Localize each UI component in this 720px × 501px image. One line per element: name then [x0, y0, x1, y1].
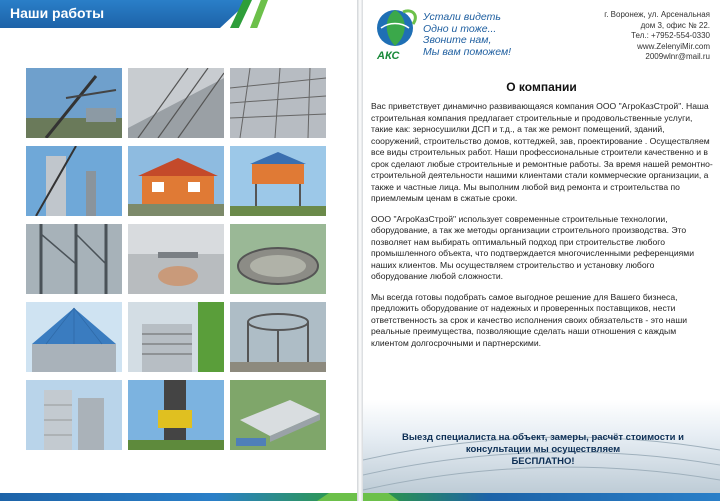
- section-title: О компании: [506, 80, 577, 94]
- call-to-action: [373, 432, 713, 468]
- photo-grain-silos: [26, 380, 122, 450]
- logo-area: [373, 6, 573, 66]
- photo-steel-frame: [26, 224, 122, 294]
- photo-dryer-tower: [128, 380, 224, 450]
- contact-address: дом 3, офис № 22.: [640, 20, 710, 30]
- header-stripe: [250, 0, 268, 28]
- company-logo-text: АКС: [377, 50, 400, 62]
- page-title: Наши работы: [10, 5, 105, 21]
- about-text: [371, 101, 713, 358]
- left-header: [0, 0, 357, 28]
- slogan-line: Устали видеть: [423, 11, 501, 23]
- cta-line: консультации мы осуществляем: [465, 444, 621, 455]
- contact-email: 2009wlnr@mail.ru: [645, 52, 710, 61]
- left-bottom-bar: [0, 493, 357, 501]
- paragraph: ООО "АгроКазСтрой" использует современные строительные технологии, оборудование, а так же методы организации строительного производства. Это позволяет нам выбирать оптимальный подход при строительстве любого промышленного объекта, что подтверждается многочисленными референциями наших клиентов. Мы осуществляем строительство и установку любого оборудование любой сложности.: [371, 213, 695, 281]
- contact-block: [604, 10, 710, 63]
- photo-orange-cabin: [128, 146, 224, 216]
- paragraph: Мы всегда готовы подобрать самое выгодное решение для Вашего бизнеса, предложить оборудование от надежных и проверенных поставщиков, нести ответственность за срок и качество исполнения своих обязательств - это наши реальные преимущества, позволяющие сделать наши отношения с каждым клиентом долгосрочными и партнерскими.: [371, 291, 688, 348]
- contact-address: г. Воронеж, ул. Арсенальная: [604, 10, 710, 19]
- paragraph: Вас приветствует динамично развивающаяся компания ООО "АгроКазСтрой". Наша строительная компания предлагает строительные и продовольственные услуги, такие как: зерносушилки ДСП и т.д., а так же ремонт помещений, зданий, сооружений, строительство домов, коттеджей, зав, проектирование . Осуществляем все виды строительных работ. Наши профессиональные строители качественно и в срок сделают любые строительные и ремонтные работы. За время нашей ремонтно-строительной деятельности нашими клиентами стали коммерческие организации, а также и частные лица. Мы выполним любой вид ремонта и строительства по приемлемым ценам в сжатые сроки.: [371, 101, 713, 203]
- photo-construction-crane: [26, 68, 122, 138]
- photo-silo-assembly: [26, 146, 122, 216]
- cta-line: Выезд специалиста на объект, замеры, расчёт стоимости и: [402, 432, 684, 443]
- photo-aerial-facility: [230, 380, 326, 450]
- slogan-line: Звоните нам,: [423, 34, 492, 46]
- photo-foundation-ring: [230, 224, 326, 294]
- photo-blue-silo-roof: [26, 302, 122, 372]
- photo-cabin-on-stilts: [230, 146, 326, 216]
- slogan-line: Одно и тоже...: [423, 22, 497, 35]
- photo-silo-with-stairs: [128, 302, 224, 372]
- right-bottom-bar: [363, 493, 720, 501]
- photo-silo-frame-base: [230, 302, 326, 372]
- left-page: [0, 0, 357, 501]
- contact-phone: Тел.: +7952-554-0330: [631, 31, 710, 40]
- contact-website: www.ZelenyiMir.com: [637, 41, 710, 51]
- right-page: [363, 0, 720, 501]
- photo-hangar-interior: [128, 68, 224, 138]
- photo-roof-frame: [230, 68, 326, 138]
- photo-welding-work: [128, 224, 224, 294]
- slogan: [423, 12, 511, 58]
- cta-free: БЕСПЛАТНО!: [511, 456, 575, 467]
- slogan-line: Мы вам поможем!: [423, 45, 512, 58]
